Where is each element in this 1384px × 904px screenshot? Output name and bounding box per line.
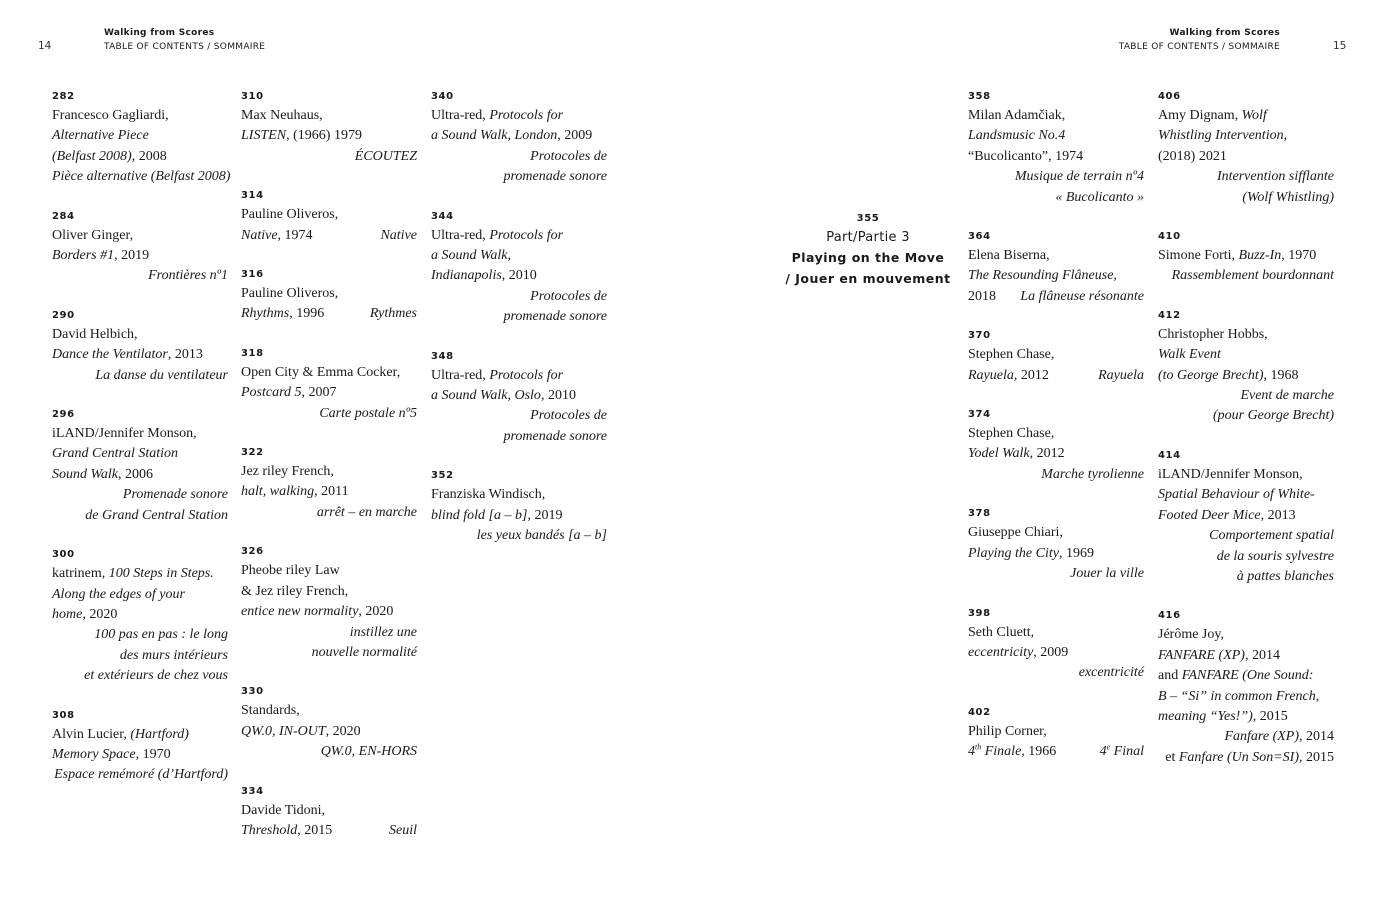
entry-page-number: 378 [968,508,991,520]
entry-year: , 2013 [167,347,203,363]
entry-french-title: Protocoles de [530,408,607,424]
entry-french-title: Seuil [389,822,417,838]
entry-page-number: 334 [241,785,264,797]
entry-french-title: instillez une [349,624,417,640]
entry-page-number: 310 [241,91,264,102]
entry-title: FANFARE (XP) [1158,647,1245,663]
entry-french-title: Marche tyrolienne [1041,466,1144,482]
entry-title: entice new normality [241,604,359,620]
entry-title: Rayuela [968,367,1014,383]
entry-page-number: 330 [241,686,264,698]
entry-french-title: Pièce alternative (Belfast 2008) [52,169,231,185]
entry-french-title: 4e Final [1099,742,1144,760]
entry-french-title: Promenade sonore [122,487,228,503]
entry-title: meaning “Yes!”) [1158,708,1253,724]
toc-entry [241,543,417,663]
toc-entry [52,307,228,386]
entry-title: FANFARE (One Sound: [1181,668,1314,684]
entry-author: Simone Forti, [1158,248,1239,264]
entry-french-title: Espace remémoré (d’Hartford) [54,767,228,783]
toc-entry [968,505,1144,584]
entry-page-number: 398 [968,607,991,619]
entry-page-number: 358 [968,91,991,102]
toc-entry [241,683,417,762]
entry-french-title: Fanfare (Un Son=SI) [1178,749,1299,765]
entry-author: Philip Corner, [968,723,1047,739]
entry-title: blind fold [a – b] [431,507,528,523]
entry-title: QW.0, IN-OUT [241,723,326,739]
part-title-french: / Jouer en mouvement [785,270,951,286]
entry-author: Milan Adamčiak, [968,108,1066,123]
entry-author: Standards, [241,703,300,719]
part-title: Playing on the Move [791,250,945,266]
entry-year: , 2014 [1244,647,1280,663]
toc-entry [1158,88,1334,208]
entry-year: , 2009 [557,128,593,144]
entry-title: Whistling Intervention, [1158,128,1288,144]
entry-french-title: QW.0, EN-HORS [320,744,417,760]
entry-title: Sound Walk [52,466,118,482]
entry-french-title: La flâneuse résonante [1020,288,1144,304]
entry-author: Amy Dignam, [1158,108,1242,123]
entry-french-title: nouvelle normalité [311,644,417,660]
entry-page-number: 416 [1158,610,1181,622]
entry-author: Ultra-red, [431,108,490,123]
entry-title: Buzz-In [1238,248,1282,264]
toc-entry [241,88,417,167]
part-label: Part/Partie 3 [826,230,910,245]
entry-title: (to George Brecht) [1158,367,1264,383]
entry-author: Giuseppe Chiari, [968,525,1063,541]
toc-entry [968,406,1144,485]
entry-french-title: « Bucolicanto » [1055,189,1144,205]
entry-author: Christopher Hobbs, [1158,326,1268,342]
entry-title: a Sound Walk, London [431,128,558,144]
toc-entry [968,228,1144,307]
entry-year: , 1969 [1058,545,1094,561]
entry-title: Native [241,227,278,243]
entry-title: Borders #1 [52,248,115,264]
entry-page-number: 290 [52,309,75,321]
entry-year: , 1966 [1021,744,1057,760]
entry-year: , 2012 [1029,446,1065,462]
entry-page-number: 348 [431,350,454,362]
entry-french-title: Comportement spatial [1209,528,1334,544]
running-header-left [104,26,265,54]
entry-title: Footed Deer Mice [1158,507,1261,523]
toc-entry [52,406,228,526]
toc-entry [431,348,607,448]
entry-author: Franziska Windisch, [431,487,546,503]
entry-author: Francesco Gagliardi, [52,108,169,123]
entry-year: (2018) 2021 [1158,148,1227,164]
entry-year: 2018 [968,288,996,304]
entry-author: Pheobe riley Law [241,563,340,579]
entry-french-title: promenade sonore [503,169,607,185]
entry-year: , 1974 [277,227,313,243]
entry-title: Playing the City [968,545,1059,561]
entry-author: Ultra-red, [431,367,490,383]
entry-author: & Jez riley French, [241,583,349,599]
entry-page-number: 412 [1158,309,1181,321]
entry-title: (Hartford) [130,726,189,742]
entry-author: Seth Cluett, [968,624,1035,640]
entry-title: Landsmusic No.4 [968,128,1066,144]
entry-page-number: 340 [431,91,454,102]
entry-title: 4th Finale [968,742,1022,760]
entry-french-title: de la souris sylvestre [1216,548,1334,564]
entry-french-title: Event de marche [1240,388,1334,404]
entry-title: home [52,606,83,622]
entry-year: , 2015 [1252,708,1288,724]
entry-title: Alternative Piece [52,128,149,144]
entry-title: a Sound Walk, [431,248,511,264]
entry-title: a Sound Walk, Oslo [431,388,541,404]
entry-french-title: (pour George Brecht) [1212,408,1334,424]
entry-title: 100 Steps in Steps. [108,566,214,582]
toc-entry [52,546,228,686]
toc-entry [241,444,417,523]
page-number-left: 14 [38,40,52,52]
entry-year: , 1970 [135,746,171,762]
entry-title: Protocols for [489,108,564,123]
entry-author: iLAND/Jennifer Monson, [1158,466,1303,482]
entry-french-title: Rythmes [369,306,417,322]
entry-title: eccentricity [968,644,1034,660]
entry-page-number: 282 [52,91,75,102]
entry-author: iLAND/Jennifer Monson, [52,426,197,442]
entry-author: Max Neuhaus, [241,108,323,123]
entry-page-number: 374 [968,409,991,421]
entry-author: Alvin Lucier, [52,726,127,742]
entry-year: , 2019 [114,248,150,264]
entry-title: B – “Si” in common French, [1158,688,1320,704]
entry-author: Open City & Emma Cocker, [241,364,401,380]
entry-title: Spatial Behaviour of White- [1158,487,1315,503]
entry-page-number: 402 [968,706,991,718]
entry-year: , 2015 [297,822,333,838]
entry-title: Postcard 5 [241,385,302,401]
entry-page-number: 406 [1158,91,1181,102]
toc-column-2 [241,88,417,861]
entry-title: Protocols for [489,367,564,383]
entry-french-title: promenade sonore [503,428,607,444]
entry-french-title: (Wolf Whistling) [1242,189,1334,205]
entry-page-number: 326 [241,546,264,558]
entry-year: , (1966) 1979 [286,128,362,144]
entry-page-number: 410 [1158,231,1181,243]
toc-entry [1158,228,1334,287]
entry-page-number: 364 [968,231,991,243]
entry-french-title: Rayuela [1098,367,1144,383]
toc-entry [968,88,1144,208]
entry-page-number: 352 [431,470,454,482]
entry-title: (Belfast 2008) [52,148,132,164]
entry-page-number: 318 [241,347,264,359]
entry-french-title: Fanfare (XP) [1224,729,1299,745]
entry-page-number: 322 [241,447,264,459]
page-number-right: 15 [1333,40,1347,52]
entry-year: , 2014 [1299,729,1334,745]
entry-year: , 2009 [1033,644,1069,660]
part-page-number: 355 [856,213,880,224]
entry-title: Memory Space [52,746,136,762]
entry-author: Pauline Oliveros, [241,286,339,302]
entry-author: katrinem, [52,566,106,582]
toc-entry [52,208,228,287]
entry-page-number: 300 [52,549,75,561]
toc-column-4 [968,88,1144,783]
entry-year: , 2013 [1260,507,1296,523]
entry-year: , 2015 [1299,749,1334,765]
running-header-title: Walking from Scores [104,28,215,38]
entry-author: Stephen Chase, [968,347,1055,363]
entry-title: The Resounding Flâneuse, [968,268,1117,284]
entry-french-title: promenade sonore [503,309,607,325]
entry-year: , 2010 [501,268,537,284]
entry-title: “Bucolicanto” [968,148,1049,164]
entry-year: , 1970 [1281,248,1317,264]
entry-french-title: Frontières nº1 [148,268,228,284]
entry-french-title: Protocoles de [530,288,607,304]
entry-year: , 2011 [314,484,349,500]
toc-entry [968,704,1144,763]
entry-title: Dance the Ventilator [52,347,168,363]
entry-page-number: 370 [968,330,991,342]
entry-title: Indianapolis [431,268,502,284]
entry-author: David Helbich, [52,326,138,342]
entry-french-title: à pattes blanches [1236,568,1334,584]
entry-french-title: Musique de terrain nº4 [1014,169,1144,185]
entry-french-title: excentricité [1078,665,1144,681]
entry-year: , 2019 [527,507,563,523]
part-heading [770,210,966,289]
entry-title: Threshold [241,822,298,838]
entry-author: Ultra-red, [431,227,490,243]
entry-title: Along the edges of your [52,586,185,602]
entry-french-title: des murs intérieurs [119,647,228,663]
toc-column-5 [1158,88,1334,788]
entry-year: , 1996 [289,306,325,322]
toc-entry [52,707,228,786]
entry-title: Walk Event [1158,347,1221,363]
entry-author: Oliver Ginger, [52,227,134,243]
entry-page-number: 316 [241,269,264,281]
entry-year: , 2020 [325,723,361,739]
toc-entry [968,327,1144,386]
entry-title: Wolf [1241,108,1267,123]
entry-author: Jérôme Joy, [1158,627,1224,643]
toc-entry [241,345,417,424]
entry-year: , 2007 [301,385,337,401]
toc-entry [241,187,417,246]
toc-column-1 [52,88,231,806]
entry-title: halt, walking [241,484,315,500]
entry-french-title: Rassemblement bourdonnant [1171,268,1334,284]
entry-french-title: arrêt – en marche [316,504,417,520]
entry-author: Davide Tidoni, [241,802,326,818]
entry-french-title: Native [380,227,417,243]
entry-year: , 2012 [1013,367,1049,383]
entry-french-title: 100 pas en pas : le long [94,627,228,643]
entry-year: , 1968 [1263,367,1299,383]
toc-entry [241,783,417,842]
running-header-title: Walking from Scores [1169,28,1280,38]
entry-page-number: 344 [431,210,454,222]
running-header-subtitle: TABLE OF CONTENTS / SOMMAIRE [104,42,266,52]
toc-column-3 [431,88,607,567]
entry-page-number: 308 [52,709,75,721]
toc-entry [968,605,1144,684]
entry-year: , 2020 [358,604,394,620]
entry-french-title: les yeux bandés [a – b] [476,528,607,544]
entry-french-title: de Grand Central Station [85,507,228,523]
toc-entry [52,88,231,188]
entry-page-number: 414 [1158,449,1181,461]
entry-page-number: 296 [52,409,75,421]
entry-page-number: 284 [52,210,75,222]
entry-year: , 2008 [131,148,167,164]
entry-title: LISTEN [241,128,287,144]
entry-french-title: et extérieurs de chez vous [84,668,228,684]
entry-french-title: Protocoles de [530,148,607,164]
toc-entry [241,266,417,325]
entry-title: Protocols for [489,227,564,243]
toc-entry [431,208,607,328]
running-header-right [1100,26,1280,54]
entry-author: Stephen Chase, [968,426,1055,442]
entry-french-title: La danse du ventilateur [95,367,228,383]
entry-author: Elena Biserna, [968,248,1050,264]
entry-title: Rhythms [241,306,290,322]
entry-page-number: 314 [241,190,264,202]
toc-entry [1158,307,1334,427]
entry-year: , 2020 [82,606,118,622]
entry-author: Pauline Oliveros, [241,207,339,223]
running-header-subtitle: TABLE OF CONTENTS / SOMMAIRE [1118,42,1280,52]
entry-french-title: ÉCOUTEZ [354,148,417,164]
toc-entry [431,88,607,188]
entry-french-title: Jouer la ville [1070,566,1144,582]
entry-french-title: Intervention sifflante [1216,169,1334,185]
entry-year: , 2010 [540,388,576,404]
entry-title: Yodel Walk [968,446,1030,462]
toc-entry [431,467,607,546]
entry-title: Grand Central Station [52,446,179,462]
entry-french-title: Carte postale nº5 [319,405,417,421]
toc-entry [1158,447,1334,587]
entry-author: Jez riley French, [241,464,334,480]
entry-year: , 2006 [117,466,153,482]
toc-entry: 416 Jérôme Joy, FANFARE (XP), 2014 and FANFARE (One Sound: B – “Si” in common French, meaning “Yes!”), 2015 Fanfare (XP), 2014 et Fanfare (Un Son=SI), 2015 [1158,607,1334,768]
entry-year: , 1974 [1048,148,1084,164]
